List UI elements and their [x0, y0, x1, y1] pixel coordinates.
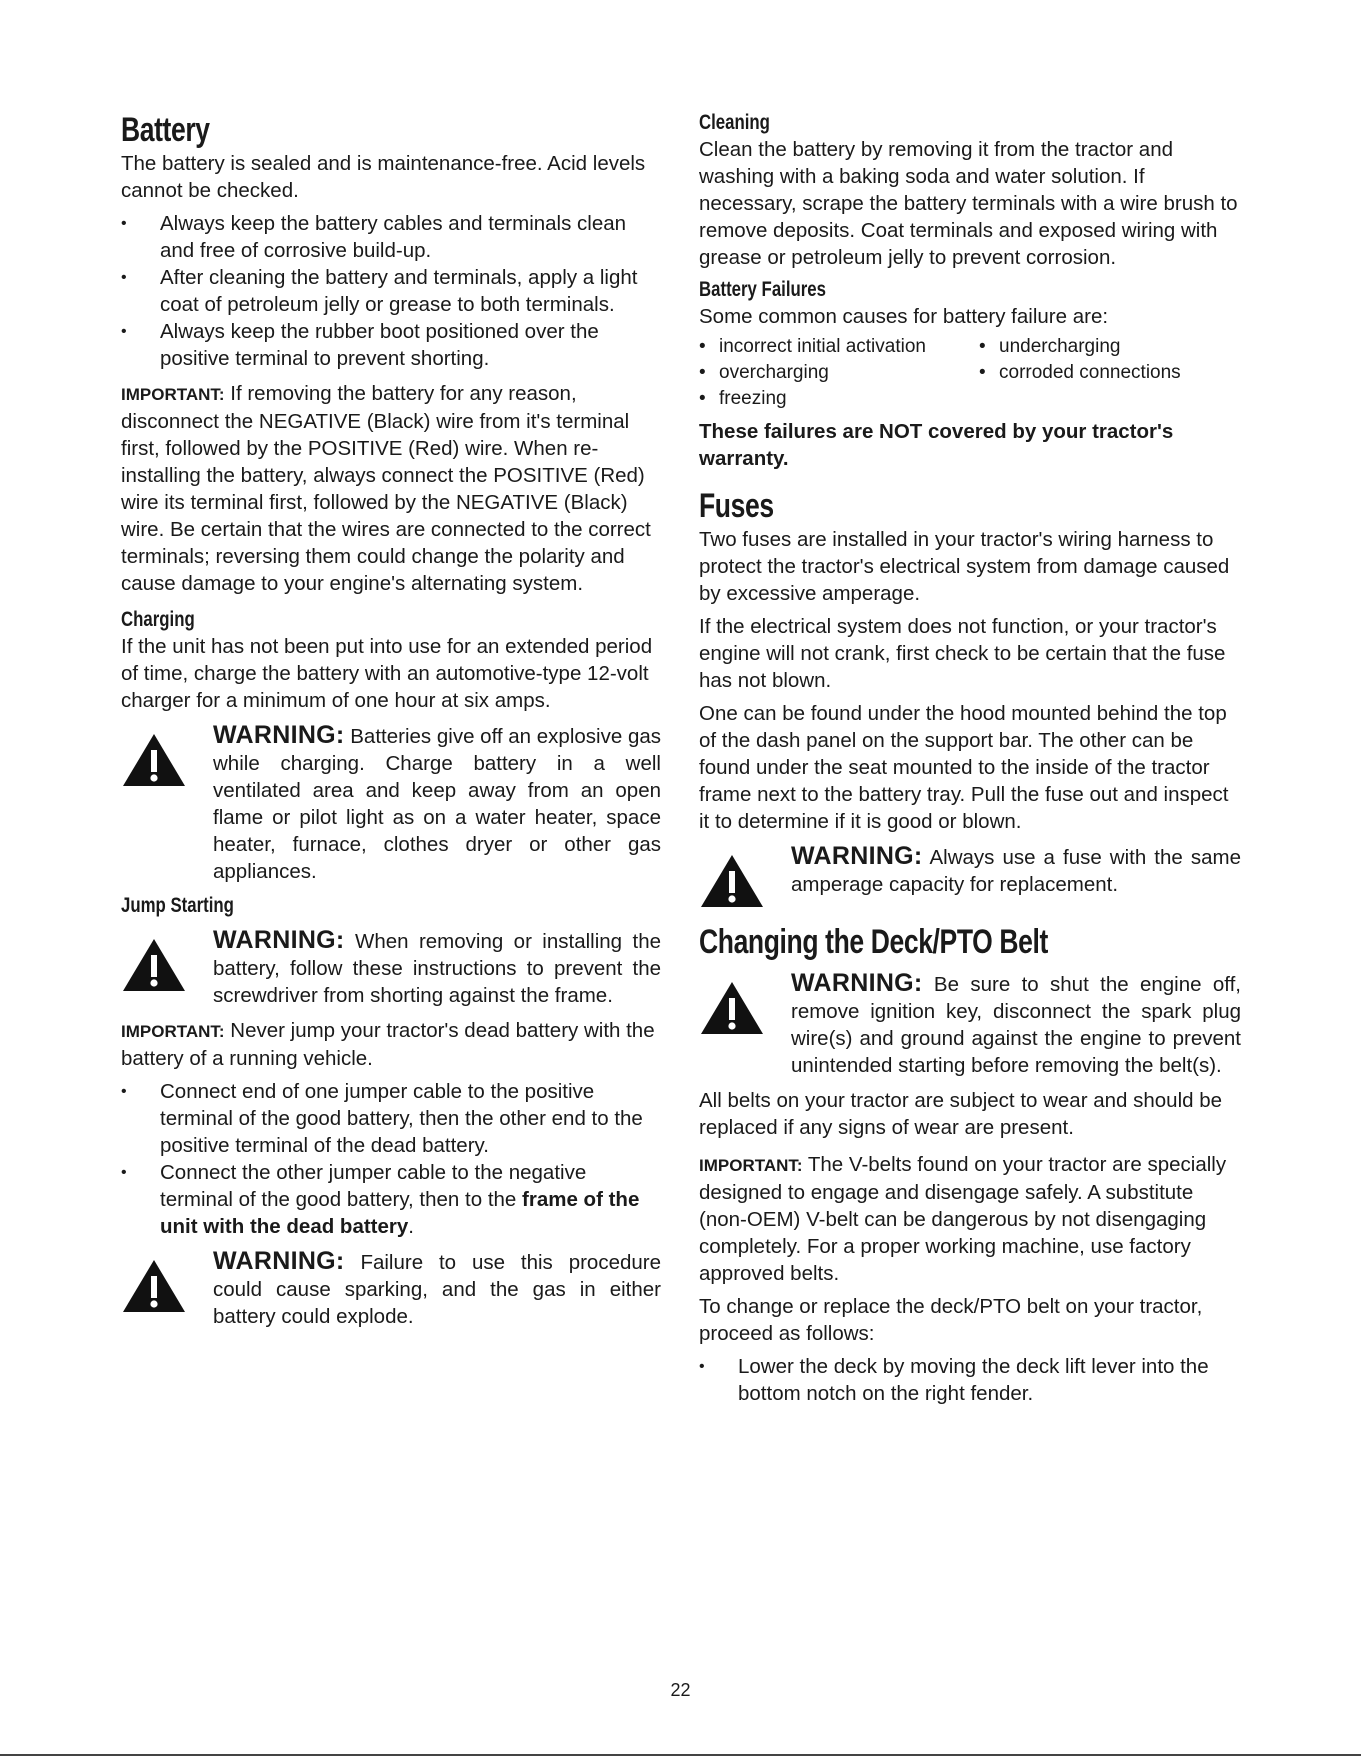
cleaning-text: Clean the battery by removing it from the tractor and washing with a baking soda and water solution. If necessary, scrape the battery terminals with a wire brush to remove deposits. Coat terminals and exposed wiring with grease or petroleum jelly to prevent corrosion. [699, 138, 1238, 269]
warning-block-fuse [699, 843, 1241, 914]
list-item-bold: frame of the unit with the dead battery [160, 1188, 640, 1238]
warning-text: Be sure to shut the engine off, remove ignition key, disconnect the spark plug wire(s) and ground against the engine to prevent unintended starting before removing the belt(s). [791, 973, 1241, 1077]
warning-text: Failure to use this procedure could cause sparking, and the gas in either battery could explode. [213, 1251, 661, 1328]
list-item: • freezing [699, 386, 979, 412]
important-note-vbelt [699, 1151, 1241, 1287]
belt-paragraph-2: To change or replace the deck/PTO belt on your tractor, proceed as follows: [699, 1295, 1203, 1345]
warning-triangle-icon [121, 722, 213, 885]
failures-intro: Some common causes for battery failure are: [699, 305, 1109, 328]
cleaning-heading: Cleaning [699, 111, 770, 134]
list-item: • undercharging [979, 334, 1229, 360]
list-item [121, 1159, 661, 1240]
list-item: • incorrect initial activation [699, 334, 979, 360]
warning-text: Always use a fuse with the same amperage capacity for replacement. [791, 846, 1241, 896]
fuses-paragraph-2: If the electrical system does not function, or your tractor's engine will not crank, first check to be certain that the fuse has not blown. [699, 615, 1226, 692]
battery-intro: The battery is sealed and is maintenance-free. Acid levels cannot be checked. [121, 152, 646, 202]
important-label: IMPORTANT: [121, 385, 225, 404]
list-item: • After cleaning the battery and terminals, apply a light coat of petroleum jelly or grease to both terminals. [121, 264, 661, 318]
warning-block-jump [121, 927, 661, 1009]
important-note-jump [121, 1017, 661, 1072]
important-text: Never jump your tractor's dead battery with the battery of a running vehicle. [121, 1019, 655, 1070]
charging-text: If the unit has not been put into use for an extended period of time, charge the battery with an automotive-type 12-volt charger for a minimum of one hour at six amps. [121, 635, 653, 712]
warning-triangle-icon [121, 1248, 213, 1330]
list-item-end: . [408, 1215, 414, 1238]
warning-text: When removing or installing the battery, follow these instructions to prevent the screwdriver from shorting against the frame. [213, 930, 661, 1007]
charging-heading: Charging [121, 608, 195, 631]
important-label: IMPORTANT: [699, 1156, 803, 1175]
failure-causes-list [699, 334, 1241, 412]
fuses-heading: Fuses [699, 487, 774, 525]
important-text: If removing the battery for any reason, disconnect the NEGATIVE (Black) wire from it's terminal first, followed by the POSITIVE (Red) wire. When re-installing the battery, always connect the POSITIVE (Red) wire its terminal first, followed by the NEGATIVE (Black) wire. Be certain that the wires are connected to the correct terminals; reversing them could change the polarity and cause damage to your engine's alternating system. [121, 382, 651, 595]
warning-label: WARNING: [791, 969, 923, 997]
warning-triangle-icon [699, 970, 791, 1079]
warning-block-sparking [121, 1248, 661, 1330]
warning-triangle-icon [699, 843, 791, 914]
jump-bullets [121, 1078, 661, 1240]
warning-label: WARNING: [213, 721, 345, 749]
list-item: • Always keep the rubber boot positioned over the positive terminal to prevent shorting. [121, 318, 661, 372]
warning-block-belt [699, 970, 1241, 1079]
left-column [121, 110, 661, 1338]
right-column [699, 110, 1241, 1415]
failures-warranty-note: These failures are NOT covered by your tractor's warranty. [699, 420, 1174, 470]
jump-starting-heading: Jump Starting [121, 894, 234, 917]
page-bottom-rule [0, 1754, 1361, 1756]
warning-label: WARNING: [791, 842, 923, 870]
list-item: • Connect end of one jumper cable to the positive terminal of the good battery, then the other end to the positive terminal of the dead battery. [121, 1078, 661, 1159]
warning-label: WARNING: [213, 1247, 345, 1275]
warning-text: Batteries give off an explosive gas while charging. Charge battery in a well ventilated area and keep away from an open flame or pilot light as on a water heater, space heater, furnace, clothes dryer or other gas appliances. [213, 725, 661, 883]
important-note-removal [121, 380, 661, 597]
warning-block-charging [121, 722, 661, 885]
battery-heading: Battery [121, 111, 210, 149]
list-item: • Always keep the battery cables and terminals clean and free of corrosive build-up. [121, 210, 661, 264]
warning-label: WARNING: [213, 926, 345, 954]
changing-belt-heading: Changing the Deck/PTO Belt [699, 923, 1048, 961]
warning-triangle-icon [121, 927, 213, 1009]
list-item: • corroded connections [979, 360, 1229, 386]
fuses-paragraph-3: One can be found under the hood mounted behind the top of the dash panel on the support bar. The other can be found under the seat mounted to the inside of the tractor frame next to the battery tray. Pull the fuse out and inspect it to determine if it is good or blown. [699, 702, 1229, 833]
important-text: The V-belts found on your tractor are specially designed to engage and disengage safely. A substitute (non-OEM) V-belt can be dangerous by not disengaging completely. For a proper working machine, use factory approved belts. [699, 1153, 1227, 1285]
battery-failures-heading: Battery Failures [699, 278, 826, 301]
belt-paragraph-1: All belts on your tractor are subject to wear and should be replaced if any signs of wear are present. [699, 1089, 1223, 1139]
belt-bullets [699, 1353, 1241, 1407]
list-item-text: Connect the other jumper cable to the negative terminal of the good battery, then to the [160, 1161, 587, 1211]
battery-bullets [121, 210, 661, 372]
list-item: • overcharging [699, 360, 979, 386]
fuses-paragraph-1: Two fuses are installed in your tractor's wiring harness to protect the tractor's electrical system from damage caused by excessive amperage. [699, 528, 1230, 605]
important-label: IMPORTANT: [121, 1022, 225, 1041]
page-number: 22 [670, 1680, 691, 1700]
list-item: • Lower the deck by moving the deck lift lever into the bottom notch on the right fender. [699, 1353, 1241, 1407]
